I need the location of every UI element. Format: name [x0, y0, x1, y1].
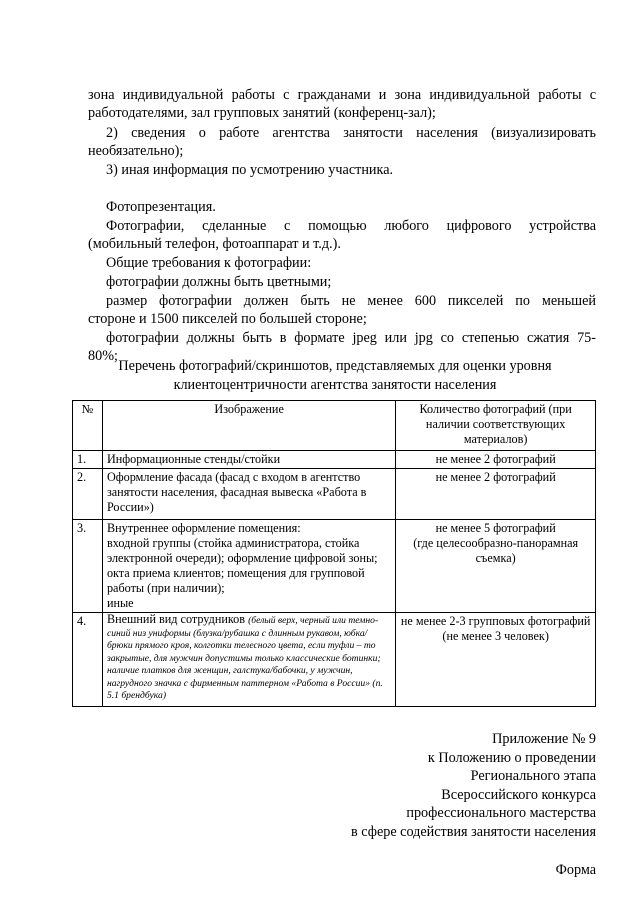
paragraph-line: размер фотографии должен быть не менее 600 пикселей по меньшей	[106, 293, 596, 309]
row-image-main: Внешний вид сотрудников	[106, 612, 246, 626]
row-image	[102, 520, 395, 613]
list-title-line: Перечень фотографий/скриншотов, представляемых для оценки уровня	[118, 358, 552, 374]
paragraph-line: Фотографии, сделанные с помощью любого цифрового устройства	[106, 218, 596, 234]
row-count-line: (где целесообразно-панорамная съемка)	[413, 536, 579, 565]
photo-requirements-table	[72, 400, 596, 707]
appendix-line: Регионального этапа	[470, 768, 596, 784]
paragraph-line: необязательно);	[88, 143, 184, 159]
form-label: Форма	[555, 862, 596, 878]
paragraph-line: фотографии должны быть цветными;	[106, 274, 332, 290]
paragraph-line: 2) сведения о работе агентства занятости населения (визуализировать	[106, 125, 596, 141]
row-num: 3.	[73, 520, 103, 613]
row-count: не менее 2-3 групповых фотографий (не менее 3 человек)	[396, 613, 596, 707]
row-image: Оформление фасада (фасад с входом в агентство занятости населения, фасадная вывеска «Работа в России»)	[102, 469, 395, 520]
paragraph-line: фотографии должны быть в формате jpeg или jpg со степенью сжатия 75-	[106, 330, 596, 346]
table-row	[73, 451, 596, 469]
row-num: 2.	[73, 469, 103, 520]
table-header-row	[73, 401, 596, 451]
table-row	[73, 613, 596, 707]
paragraph-line: работодателями, зал групповых занятий (конференц-зал);	[88, 105, 436, 121]
row-image: Информационные стенды/стойки	[102, 451, 395, 469]
paragraph-line: Общие требования к фотографии:	[106, 255, 312, 271]
appendix-line: Приложение № 9	[492, 731, 596, 747]
table-row	[73, 469, 596, 520]
table-row	[73, 520, 596, 613]
row-num: 4.	[73, 613, 103, 707]
paragraph-line: Фотопрезентация.	[106, 199, 216, 215]
list-title-line: клиентоцентричности агентства занятости населения	[173, 377, 497, 393]
row-count: не менее 2 фотографий	[396, 469, 596, 520]
appendix-line: к Положению о проведении	[427, 749, 596, 766]
row-count	[396, 520, 596, 613]
appendix-line: Всероссийского конкурса	[441, 786, 596, 803]
paragraph-line: зона индивидуальной работы с гражданами и зона индивидуальной работы с	[88, 87, 596, 103]
row-count-line: не менее 5 фотографий	[435, 521, 556, 535]
paragraph-line: 3) иная информация по усмотрению участника.	[106, 162, 394, 178]
paragraph-line: (мобильный телефон, фотоаппарат и т.д.).	[88, 236, 341, 252]
paragraph-line: 80%;	[88, 348, 118, 364]
header-num: №	[73, 401, 103, 451]
paragraph-line: стороне и 1500 пикселей по большей стороне;	[88, 311, 367, 327]
row-image-note: (белый верх, черный или темно-синий низ униформы (блузка/рубашка с длинным рукавом, юбка/брюки прямого кроя, колготки телесного цвета, если туфли – то закрытые, для мужчин допустимы только классические ботинки; наличие платков для женщин, галстука/бабочки, у мужчин, нагрудного значка с фирменным паттерном «Работа в России» (п. 5.1 брендбука)	[106, 615, 383, 701]
appendix-line: профессионального мастерства	[406, 805, 596, 821]
row-image	[102, 613, 395, 707]
appendix-block	[351, 730, 596, 841]
row-image-line: входной группы (стойка администратора, стойка электронной очереди); оформление цифровой зоны; окта приема клиентов; помещения для групповой работы (при наличии);	[106, 536, 378, 595]
row-num: 1.	[73, 451, 103, 469]
row-count: не менее 2 фотографий	[396, 451, 596, 469]
header-image: Изображение	[102, 401, 395, 451]
appendix-line: в сфере содействия занятости населения	[351, 823, 596, 840]
header-count: Количество фотографий (при наличии соответствующих материалов)	[396, 401, 596, 451]
row-image-line: Внутреннее оформление помещения:	[106, 521, 301, 535]
row-image-line: иные	[106, 596, 134, 610]
